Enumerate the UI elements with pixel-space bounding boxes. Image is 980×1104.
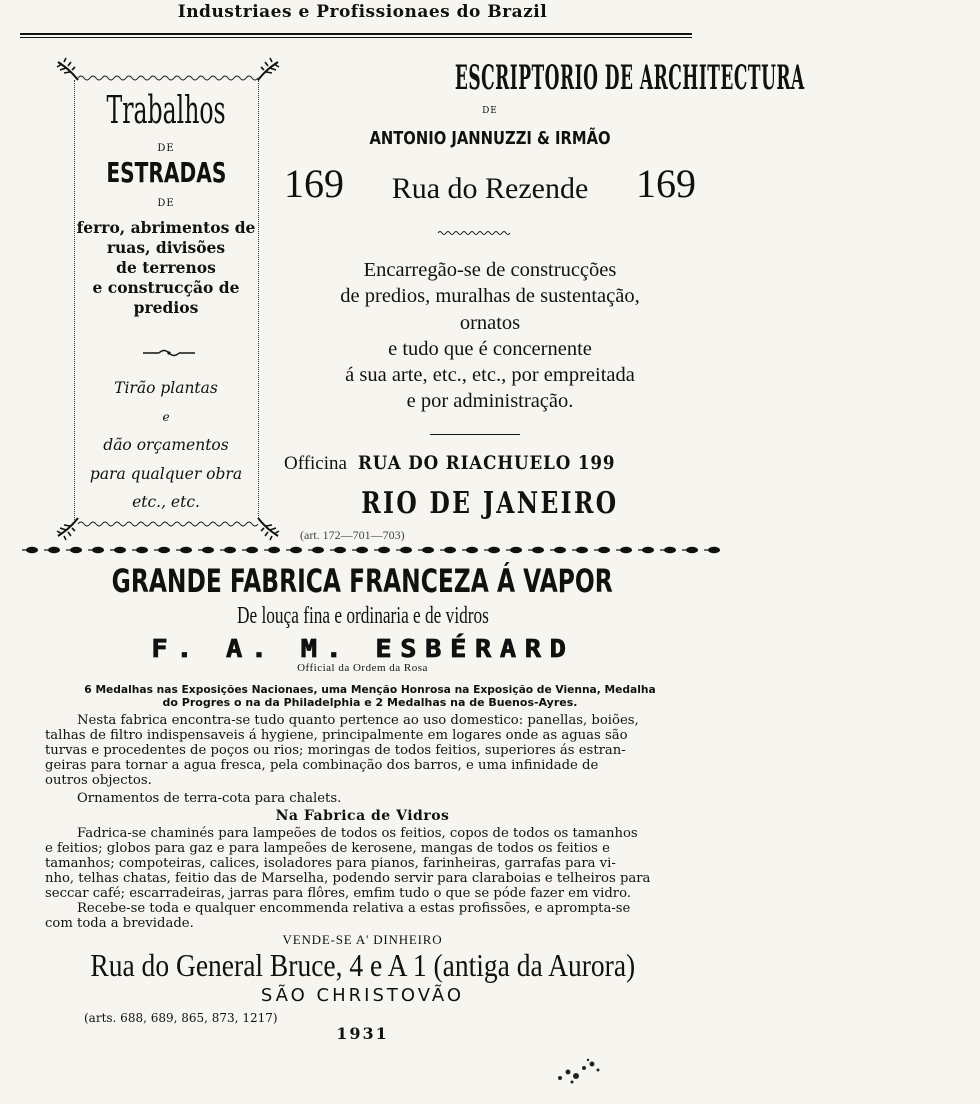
right-ad-owner: ANTONIO JANNUZZI & IRMÃO (369, 128, 611, 149)
workshop-address: RUA DO RIACHUELO 199 (358, 452, 616, 474)
street-name: Rua do Rezende (391, 172, 589, 205)
page-number: 1931 (336, 1024, 389, 1043)
paragraph-chalets: Ornamentos de terra-cota para chalets. (77, 791, 342, 806)
wavy-rule (438, 230, 512, 236)
left-ad-title: Trabalhos (106, 88, 226, 132)
medals-line: do Progres o na da Philadelphia e 2 Medalhas na de Buenos-Ayres. (162, 696, 578, 709)
street-number-left: 169 (284, 161, 344, 206)
description-line: de predios, muralhas de sustentação, (340, 285, 640, 308)
header-rule (20, 33, 692, 35)
right-ad-de: DE (482, 106, 498, 116)
ornamental-divider (20, 544, 710, 556)
italic-line: etc., etc. (132, 493, 200, 511)
left-ad-de-1: DE (157, 143, 175, 154)
running-head: Industriaes e Profissionaes do Brazil (177, 2, 548, 22)
ink-smudge (548, 1050, 608, 1090)
service-line: ferro, abrimentos de (76, 218, 256, 237)
header-rule-thin (20, 37, 692, 38)
left-ad-subject: ESTRADAS (105, 156, 227, 189)
italic-line: dão orçamentos (103, 436, 229, 454)
sale-terms: VENDE-SE A' DINHEIRO (282, 932, 443, 947)
service-line: de terrenos (116, 258, 216, 277)
left-ad (54, 58, 278, 538)
workshop-label: Officina (284, 453, 347, 474)
left-ad-de-2: DE (157, 198, 175, 209)
right-ad-arts: (art. 172—701—703) (300, 528, 405, 542)
service-line: e construcção de (92, 278, 240, 297)
box-border-top (78, 74, 258, 82)
italic-line: para qualquer obra (89, 464, 243, 483)
service-line: predios (133, 298, 199, 317)
paragraph-line: talhas de filtro indispensaveis á hygiene, principalmente em logares onde as aguas são (45, 728, 628, 743)
description-line: e tudo que é concernente (388, 337, 592, 360)
medals-line: 6 Medalhas nas Exposições Nacionaes, uma Menção Honrosa na Exposição de Vienna, Medalha (84, 683, 656, 696)
fabrica-arts: (arts. 688, 689, 865, 873, 1217) (84, 1011, 278, 1025)
description-line: e por administração. (406, 390, 574, 413)
vidros-heading: Na Fabrica de Vidros (275, 808, 450, 824)
right-ad (280, 50, 805, 545)
paragraph-line: outros objectos. (45, 773, 152, 788)
paragraph-line: com toda a brevidade. (45, 916, 194, 931)
city-name: RIO DE JANEIRO (361, 486, 619, 521)
paragraph-line: tamanhos; compoteiras, calices, isoladores para pianos, farinheiras, garrafas para vi- (45, 856, 616, 871)
paragraph-line: seccar café; escarradeiras, jarras para flôres, emfim tudo o que se póde fazer em vidro. (45, 886, 631, 901)
street-number-right: 169 (636, 161, 696, 206)
fleuron-icon (141, 348, 197, 358)
fabrica-subtitle: De louça fina e ordinaria e de vidros (236, 603, 489, 629)
paragraph-line: nho, telhas chatas, feitio das de Marselha, podendo servir para claraboias e telheiros para (45, 871, 651, 886)
description-line: ornatos (459, 311, 521, 334)
district: SÃO CHRISTOVÃO (260, 985, 465, 1006)
fabrica-title: GRANDE FABRICA FRANCEZA Á VAPOR (111, 562, 614, 600)
paragraph-line: e feitios; globos para gaz e para lampeões de kerosene, mangas de todos os feitios e (45, 841, 610, 856)
service-line: ruas, divisões (106, 238, 226, 257)
box-border-bottom (78, 520, 258, 528)
italic-line: Tirão plantas (114, 379, 218, 397)
paragraph-line: geiras para tornar a agua fresca, pela combinação dos barros, e uma infinidade de (45, 758, 599, 773)
description-line: á sua arte, etc., etc., por empreitada (345, 364, 635, 387)
italic-line: e (162, 409, 170, 424)
fabrica-owner: F. A. M. ESBÉRARD (150, 634, 575, 663)
paragraph-line: Fadrica-se chaminés para lampeões de todos os feitios, copos de todos os tamanhos (77, 826, 638, 841)
description-line: Encarregão-se de construcções (363, 259, 617, 281)
paragraph-line: turvas e procedentes de poços ou rios; moringas de todos feitios, superiores ás estran- (45, 743, 626, 758)
paragraph-line: Recebe-se toda e qualquer encommenda relativa a estas profissões, e apromptа-se (77, 901, 631, 916)
short-rule (430, 434, 520, 435)
right-ad-title: ESCRIPTORIO DE ARCHITECTURA (454, 58, 805, 98)
paragraph-line: Nesta fabrica encontra-se tudo quanto pertence ao uso domestico: panellas, boiões, (77, 713, 639, 728)
fabrica-order: Official da Ordem da Rosa (297, 662, 428, 674)
fabrica-address: Rua do General Bruce, 4 e A 1 (antiga da Aurora) (90, 947, 635, 983)
